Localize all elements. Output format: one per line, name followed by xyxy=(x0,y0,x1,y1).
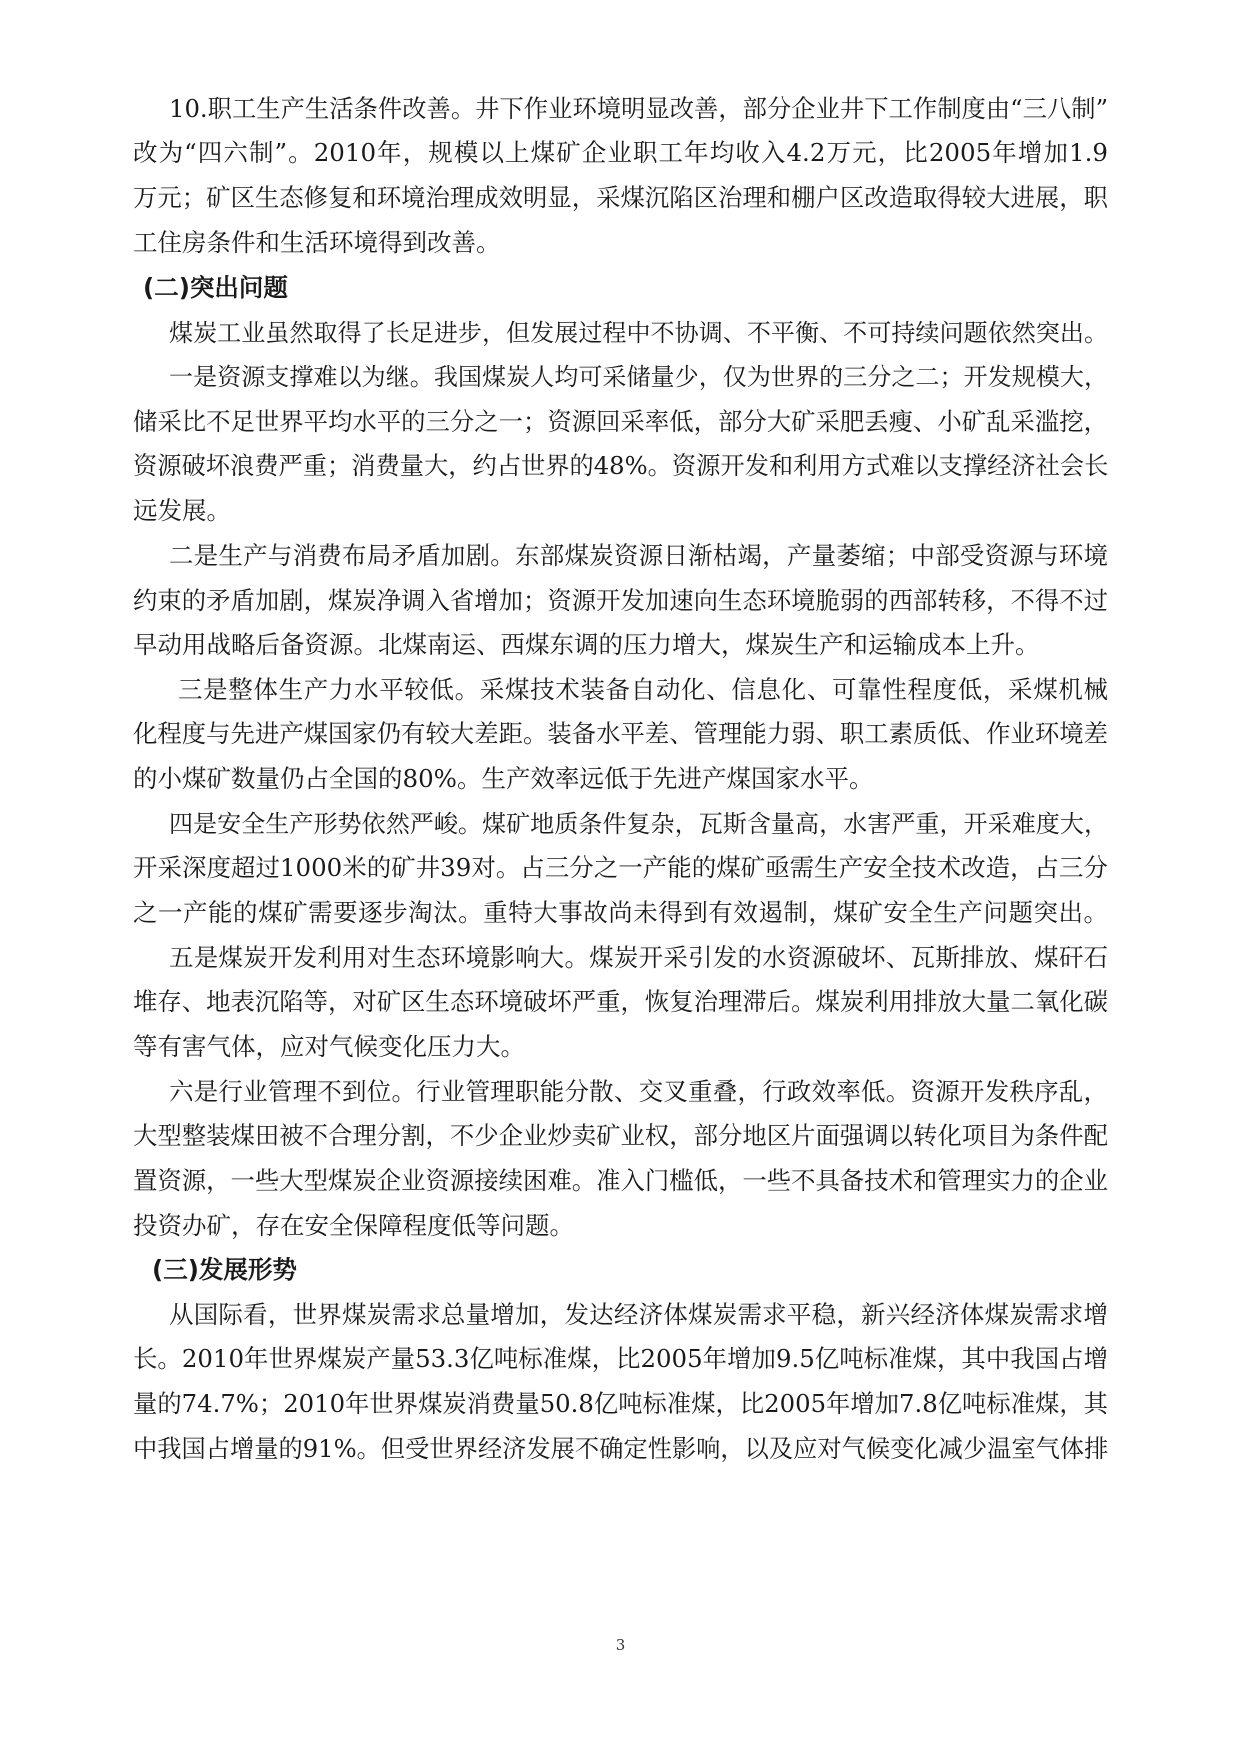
paragraph-line: 从国际看，世界煤炭需求总量增加，发达经济体煤炭需求平稳，新兴经济体煤炭需求增 xyxy=(169,1300,1108,1329)
paragraph-line: 四是安全生产形势依然严峻。煤矿地质条件复杂，瓦斯含量高，水害严重，开采难度大， xyxy=(169,810,1108,838)
paragraph-line: 等有害气体，应对气候变化压力大。 xyxy=(133,1032,525,1061)
paragraph-line: 改为“四六制”。2010年，规模以上煤矿企业职工年均收入4.2万元，比2005年增加1.9 xyxy=(133,138,1108,167)
paragraph-line: 长。2010年世界煤炭产量53.3亿吨标准煤，比2005年增加9.5亿吨标准煤，其中我国占增 xyxy=(133,1344,1108,1373)
section-heading: (二)突出问题 xyxy=(143,273,288,302)
page-number: 3 xyxy=(615,1636,626,1654)
paragraph-line: 投资办矿，存在安全保障程度低等问题。 xyxy=(133,1211,574,1240)
paragraph-line: 万元；矿区生态修复和环境治理成效明显，采煤沉陷区治理和棚户区改造取得较大进展，职 xyxy=(133,183,1108,212)
paragraph-line: 二是生产与消费布局矛盾加剧。东部煤炭资源日渐枯竭，产量萎缩；中部受资源与环境 xyxy=(169,541,1108,570)
paragraph-line: 大型整装煤田被不合理分割，不少企业炒卖矿业权，部分地区片面强调以转化项目为条件配 xyxy=(133,1121,1108,1150)
paragraph-line: 量的74.7%；2010年世界煤炭消费量50.8亿吨标准煤，比2005年增加7.8亿吨标准煤，其 xyxy=(133,1389,1108,1418)
paragraph-line: 约束的矛盾加剧，煤炭净调入省增加；资源开发加速向生态环境脆弱的西部转移，不得不过 xyxy=(133,586,1108,615)
paragraph-line: 开采深度超过1000米的矿井39对。占三分之一产能的煤矿亟需生产安全技术改造，占三分 xyxy=(133,853,1108,882)
paragraph-line: 中我国占增量的91%。但受世界经济发展不确定性影响，以及应对气候变化减少温室气体排 xyxy=(133,1434,1109,1463)
paragraph-line: 五是煤炭开发利用对生态环境影响大。煤炭开采引发的水资源破坏、瓦斯排放、煤矸石 xyxy=(169,943,1108,972)
paragraph-line: 工住房条件和生活环境得到改善。 xyxy=(133,228,501,257)
paragraph-line: 的小煤矿数量仍占全国的80%。生产效率远低于先进产煤国家水平。 xyxy=(133,764,874,793)
section-heading: (三)发展形势 xyxy=(152,1255,297,1284)
paragraph-line: 10.职工生产生活条件改善。井下作业环境明显改善，部分企业井下工作制度由“三八制” xyxy=(169,94,1108,123)
paragraph-line: 远发展。 xyxy=(133,496,231,525)
paragraph-line: 资源破坏浪费严重；消费量大，约占世界的48%。资源开发和利用方式难以支撑经济社会长 xyxy=(133,451,1109,480)
paragraph-line: 一是资源支撑难以为继。我国煤炭人均可采储量少，仅为世界的三分之二；开发规模大， xyxy=(169,363,1108,391)
paragraph-line: 化程度与先进产煤国家仍有较大差距。装备水平差、管理能力弱、职工素质低、作业环境差 xyxy=(133,719,1108,748)
paragraph-line: 之一产能的煤矿需要逐步淘汰。重特大事故尚未得到有效遏制，煤矿安全生产问题突出。 xyxy=(133,898,1108,927)
paragraph-line: 煤炭工业虽然取得了长足进步，但发展过程中不协调、不平衡、不可持续问题依然突出。 xyxy=(169,319,1108,347)
paragraph-line: 储采比不足世界平均水平的三分之一；资源回采率低，部分大矿采肥丢瘦、小矿乱采滥挖， xyxy=(133,407,1108,436)
paragraph-line: 早动用战略后备资源。北煤南运、西煤东调的压力增大，煤炭生产和运输成本上升。 xyxy=(133,630,1040,659)
paragraph-line: 三是整体生产力水平较低。采煤技术装备自动化、信息化、可靠性程度低，采煤机械 xyxy=(178,675,1108,704)
paragraph-line: 堆存、地表沉陷等，对矿区生态环境破坏严重，恢复治理滞后。煤炭利用排放大量二氧化碳 xyxy=(133,987,1108,1016)
paragraph-line: 六是行业管理不到位。行业管理职能分散、交叉重叠，行政效率低。资源开发秩序乱， xyxy=(169,1077,1108,1106)
paragraph-line: 置资源，一些大型煤炭企业资源接续困难。准入门槛低，一些不具备技术和管理实力的企业 xyxy=(133,1166,1108,1195)
